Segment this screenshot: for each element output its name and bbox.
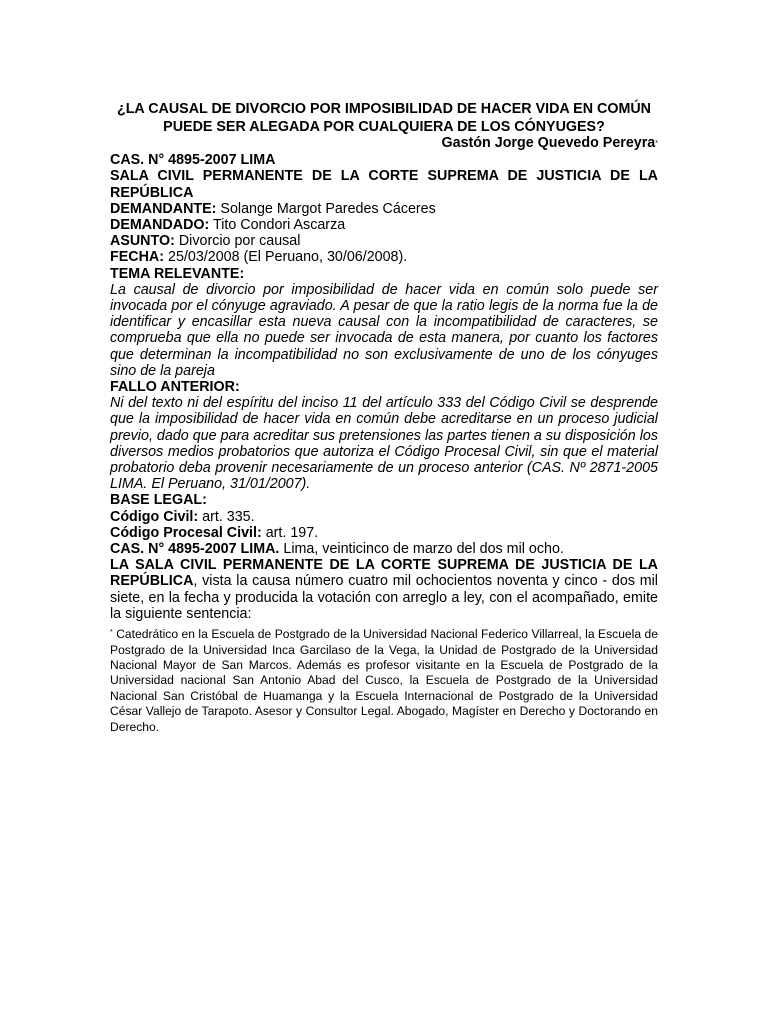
field-demandado: [110, 217, 658, 233]
fallo-text: Ni del texto ni del espíritu del inciso 11 del artículo 333 del Código Civil se desprende que la imposibilidad de hacer vida en común debe acreditarse en un proceso judicial previo, dado que para acreditar sus pretensiones las partes tienen a su disposición los diversos medios probatorios que autoriza el Código Procesal Civil, sin que el material probatorio deba provenir necesariamente de un proceso anterior (CAS. Nº 2871-2005 LIMA. El Peruano, 31/01/2007).: [110, 395, 658, 493]
author-name: Gastón Jorge Quevedo Pereyra: [441, 135, 656, 151]
sentence-text: , vista la causa número cuatro mil ochocientos noventa y cinco - dos mil siete, en la fecha y producida la votación con arreglo a ley, con el acompañado, emite la siguiente sentencia:: [110, 573, 658, 622]
closing-case-value: Lima, veinticinco de marzo del dos mil ocho.: [279, 541, 564, 558]
field-label: DEMANDADO:: [110, 217, 210, 234]
field-label: DEMANDANTE:: [110, 200, 217, 217]
field-demandante: [110, 201, 658, 217]
field-label: ASUNTO:: [110, 233, 175, 250]
footnote-text: Catedrático en la Escuela de Postgrado de la Universidad Nacional Federico Villarreal, la Escuela de Postgrado de la Universidad Inca Garcilaso de la Vega, la Unidad de Postgrado de la Universidad Nacional Mayor de San Marcos. Además es profesor visitante en la Escuela de Postgrado de la Universidad nacional San Antonio Abad del Cusco, la Escuela de Postgrado de la Universidad Nacional San Cristóbal de Huamanga y la Escuela Internacional de Postgrado de la Universidad César Vallejo de Tarapoto. Asesor y Consultor Legal. Abogado, Magíster en Derecho y Doctorando en Derecho.: [110, 627, 658, 734]
sentence-paragraph: [110, 557, 658, 622]
court-name: SALA CIVIL PERMANENTE DE LA CORTE SUPREMA DE JUSTICIA DE LA REPÚBLICA: [110, 168, 658, 201]
base-legal-heading: BASE LEGAL:: [110, 492, 207, 509]
tema-text: La causal de divorcio por imposibilidad de hacer vida en común solo puede ser invocada por el cónyuge agraviado. A pesar de que la ratio legis de la norma fue la de identificar y encasillar esta nueva causal con la incompatibilidad de caracteres, se comprueba que ella no puede ser invocada de esta manera, por cuanto los factores que determinan la incompatibilidad no son exclusivamente de uno de los cónyuges sino de la pareja: [110, 281, 658, 379]
closing-case-line: [110, 541, 658, 557]
field-asunto: [110, 233, 658, 249]
field-value: 25/03/2008 (El Peruano, 30/06/2008).: [164, 249, 408, 266]
fallo-heading: FALLO ANTERIOR:: [110, 379, 240, 396]
footnote-mark: *: [110, 629, 113, 637]
author-footnote-mark: *: [655, 140, 658, 147]
document-body: [110, 100, 658, 735]
field-label: Código Civil:: [110, 508, 199, 525]
sentence-court: LA SALA CIVIL PERMANENTE DE LA CORTE SUPREMA DE JUSTICIA DE LA REPÚBLICA: [110, 557, 658, 590]
field-label: FECHA:: [110, 249, 165, 266]
field-value: Tito Condori Ascarza: [209, 217, 346, 234]
field-value: art. 197.: [261, 524, 319, 541]
field-fecha: [110, 249, 658, 265]
base-legal-codigo-procesal: [110, 525, 658, 541]
field-value: Solange Margot Paredes Cáceres: [216, 200, 436, 217]
field-value: art. 335.: [198, 508, 255, 525]
footnote: [110, 625, 658, 735]
base-legal-codigo-civil: [110, 509, 658, 525]
field-label: Código Procesal Civil:: [110, 524, 262, 541]
author-line: [110, 135, 658, 152]
tema-heading: TEMA RELEVANTE:: [110, 265, 245, 282]
field-value: Divorcio por causal: [174, 233, 301, 250]
article-title: ¿LA CAUSAL DE DIVORCIO POR IMPOSIBILIDAD DE HACER VIDA EN COMÚN PUEDE SER ALEGADA POR CUALQUIERA DE LOS CÓNYUGES?: [116, 101, 652, 135]
case-number: CAS. N° 4895-2007 LIMA: [110, 152, 276, 169]
closing-case-label: CAS. N° 4895-2007 LIMA.: [110, 541, 280, 558]
